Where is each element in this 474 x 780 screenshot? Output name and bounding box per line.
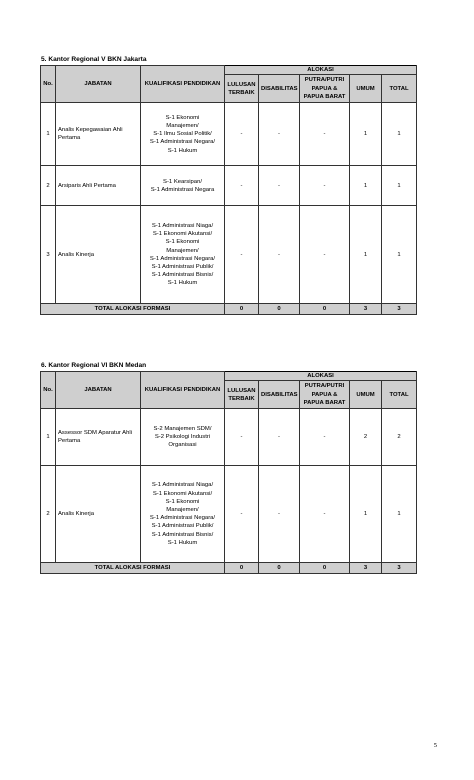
header-disabilitas: DISABILITAS <box>259 75 300 103</box>
header-jabatan: JABATAN <box>56 372 141 409</box>
row-putra: - <box>300 409 350 466</box>
row-no: 1 <box>41 409 56 466</box>
total-umum: 3 <box>350 563 382 574</box>
header-lulusan: LULUSAN TERBAIK <box>225 381 259 409</box>
section-title: 5. Kantor Regional V BKN Jakarta <box>41 56 147 63</box>
total-label: TOTAL ALOKASI FORMASI <box>41 563 225 574</box>
row-umum: 1 <box>350 103 382 166</box>
total-putra: 0 <box>300 563 350 574</box>
total-umum: 3 <box>350 304 382 315</box>
row-umum: 1 <box>350 166 382 206</box>
table-row <box>41 166 417 206</box>
row-putra: - <box>300 103 350 166</box>
kualifikasi-line: S-1 Administrasi Bisnis/ <box>151 531 214 538</box>
row-disabilitas: - <box>259 409 300 466</box>
header-umum: UMUM <box>350 75 382 103</box>
kualifikasi-line: Organisasi <box>168 442 197 449</box>
row-total: 1 <box>382 166 417 206</box>
row-disabilitas: - <box>259 166 300 206</box>
row-kualifikasi <box>141 166 225 206</box>
section-title: 6. Kantor Regional VI BKN Medan <box>41 362 147 369</box>
kualifikasi-line: S-2 Psikologi Industri <box>154 434 211 441</box>
row-total: 1 <box>382 466 417 563</box>
row-umum: 1 <box>350 206 382 304</box>
row-putra: - <box>300 166 350 206</box>
row-jabatan: Analis Kinerja <box>56 466 141 563</box>
kualifikasi-line: S-1 Ekonomi <box>165 498 200 505</box>
row-disabilitas: - <box>259 206 300 304</box>
total-disabilitas: 0 <box>259 563 300 574</box>
kualifikasi-line: S-1 Administrasi Negara/ <box>149 515 216 522</box>
row-kualifikasi <box>141 206 225 304</box>
total-total: 3 <box>382 563 417 574</box>
table-row <box>41 409 417 466</box>
total-lulusan: 0 <box>225 304 259 315</box>
row-jabatan: Assessor SDM Aparatur Ahli Pertama <box>56 409 141 466</box>
table-row <box>41 103 417 166</box>
row-kualifikasi <box>141 103 225 166</box>
kualifikasi-line: S-1 Administrasi Publik/ <box>151 523 214 530</box>
row-kualifikasi <box>141 466 225 563</box>
row-jabatan: Analis Kinerja <box>56 206 141 304</box>
kualifikasi-line: Manajemen/ <box>166 507 199 513</box>
row-lulusan: - <box>225 466 259 563</box>
row-jabatan: Arsiparis Ahli Pertama <box>56 166 141 206</box>
total-label: TOTAL ALOKASI FORMASI <box>41 304 225 315</box>
kualifikasi-line: S-1 Administrasi Niaga/ <box>151 222 214 229</box>
formasi-table <box>40 371 417 574</box>
row-lulusan: - <box>225 166 259 206</box>
header-jabatan: JABATAN <box>56 66 141 103</box>
kualifikasi-line: S-2 Manajemen SDM/ <box>153 425 212 432</box>
kualifikasi-line: S-1 Administrasi Publik/ <box>151 263 214 270</box>
kualifikasi-line: S-1 Kearsipan/ <box>163 178 202 185</box>
row-total: 1 <box>382 103 417 166</box>
kualifikasi-line: S-1 Administrasi Negara/ <box>149 139 216 146</box>
header-umum: UMUM <box>350 381 382 409</box>
row-no: 3 <box>41 206 56 304</box>
section-kanreg-vi <box>40 362 416 574</box>
table-row <box>41 466 417 563</box>
total-total: 3 <box>382 304 417 315</box>
header-no: No. <box>41 372 56 409</box>
row-jabatan: Analis Kepegawaian Ahli Pertama <box>56 103 141 166</box>
row-total: 2 <box>382 409 417 466</box>
header-kualifikasi: KUALIFIKASI PENDIDIKAN <box>141 372 225 409</box>
row-lulusan: - <box>225 409 259 466</box>
header-disabilitas: DISABILITAS <box>259 381 300 409</box>
kualifikasi-line: S-1 Ekonomi <box>165 239 200 246</box>
header-total: TOTAL <box>382 75 417 103</box>
kualifikasi-line: S-1 Administrasi Bisnis/ <box>151 272 214 279</box>
row-no: 2 <box>41 166 56 206</box>
kualifikasi-line: S-1 Administrasi Niaga/ <box>151 482 214 489</box>
formasi-table <box>40 65 417 315</box>
row-lulusan: - <box>225 206 259 304</box>
total-putra: 0 <box>300 304 350 315</box>
table-row <box>41 206 417 304</box>
header-lulusan: LULUSAN TERBAIK <box>225 75 259 103</box>
kualifikasi-line: Manajemen/ <box>166 247 199 254</box>
header-putra: PUTRA/PUTRI PAPUA & PAPUA BARAT <box>300 381 350 409</box>
kualifikasi-line: S-1 Ekonomi Akutansi/ <box>152 490 213 497</box>
row-putra: - <box>300 466 350 563</box>
page-number: 5 <box>433 742 437 749</box>
header-kualifikasi: KUALIFIKASI PENDIDIKAN <box>141 66 225 103</box>
row-disabilitas: - <box>259 466 300 563</box>
kualifikasi-line: S-1 Ekonomi Akutansi/ <box>152 231 213 238</box>
row-no: 1 <box>41 103 56 166</box>
row-umum: 1 <box>350 466 382 563</box>
total-lulusan: 0 <box>225 563 259 574</box>
row-umum: 2 <box>350 409 382 466</box>
header-putra: PUTRA/PUTRI PAPUA & PAPUA BARAT <box>300 75 350 103</box>
row-putra: - <box>300 206 350 304</box>
row-kualifikasi <box>141 409 225 466</box>
total-row <box>41 304 417 315</box>
kualifikasi-line: S-1 Hukum <box>167 539 198 546</box>
row-lulusan: - <box>225 103 259 166</box>
header-no: No. <box>41 66 56 103</box>
total-disabilitas: 0 <box>259 304 300 315</box>
header-total: TOTAL <box>382 381 417 409</box>
kualifikasi-line: S-1 Hukum <box>167 147 198 154</box>
kualifikasi-line: S-1 Ilmu Sosial Politik/ <box>153 131 212 138</box>
kualifikasi-line: S-1 Administrasi Negara/ <box>149 255 216 262</box>
header-alokasi: ALOKASI <box>225 372 417 381</box>
kualifikasi-line: S-1 Ekonomi <box>165 114 200 121</box>
header-alokasi: ALOKASI <box>225 66 417 75</box>
row-total: 1 <box>382 206 417 304</box>
total-row <box>41 563 417 574</box>
row-no: 2 <box>41 466 56 563</box>
kualifikasi-line: Manajemen/ <box>166 122 199 129</box>
row-disabilitas: - <box>259 103 300 166</box>
kualifikasi-line: S-1 Hukum <box>167 280 198 287</box>
kualifikasi-line: S-1 Administrasi Negara <box>150 186 215 193</box>
section-kanreg-v <box>40 56 416 315</box>
